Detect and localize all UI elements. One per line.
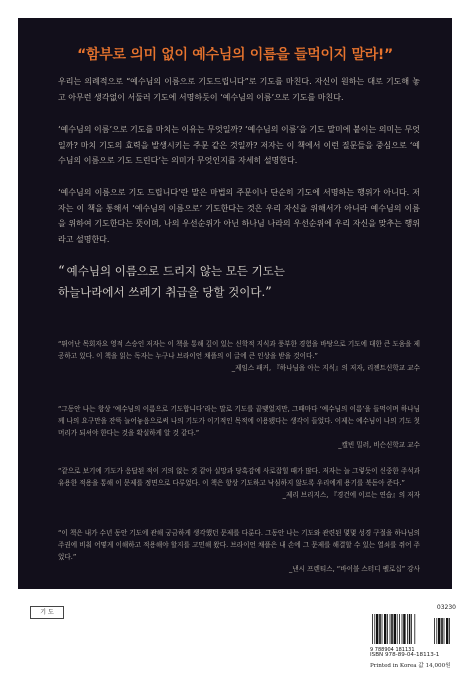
pull-quote-line-2 — [58, 282, 438, 303]
pull-quote-line-1 — [58, 261, 438, 282]
addon-bar — [446, 618, 448, 644]
intro-paragraph-2: ‘예수님의 이름’으로 기도를 마치는 이유는 무엇일까? ‘예수님의 이름’을 기도 말미에 붙이는 의미는 무엇일까? 마치 기도의 효력을 발생시키는 주문 같은 것일까? 저자는 이 책에서 이런 질문들을 중심으로 ‘예수님의 이름으로 기도 드린다’는 의미가 무엇인지를 자세히 설명한다. — [58, 125, 420, 165]
addon-bar — [434, 618, 435, 644]
dark-panel — [18, 18, 452, 589]
endorsement-source: _제리 브리지스, 『경건에 이르는 연습』의 저자 — [282, 491, 420, 499]
price: 값 14,000원 — [418, 663, 451, 669]
open-quote-mark: “ — [58, 264, 65, 279]
barcode-bar — [374, 614, 375, 644]
barcode-bar — [397, 614, 398, 644]
isbn-number: ISBN 978-89-04-18113-1 — [370, 652, 440, 658]
endorsement — [58, 465, 420, 501]
barcode-bar — [387, 614, 388, 644]
barcode-bar — [399, 614, 400, 644]
addon-bar — [449, 618, 450, 644]
barcode-icon — [370, 612, 456, 652]
barcode-bar — [376, 614, 378, 644]
headline: “함부로 의미 없이 예수님의 이름을 들먹이지 말라!” — [77, 47, 393, 63]
addon-bar — [436, 618, 437, 644]
endorsement — [58, 338, 420, 374]
printed-in: Printed in Korea — [370, 663, 417, 669]
barcode-bar — [391, 614, 393, 644]
isbn-block — [370, 604, 456, 674]
addon-bar — [441, 618, 443, 644]
pull-quote-text-1: 예수님의 이름으로 드리지 않는 모든 기도는 — [66, 264, 285, 278]
barcode-bar — [407, 614, 408, 644]
pull-quote — [58, 261, 438, 303]
barcode-bar — [414, 614, 415, 644]
close-quote-mark: ” — [265, 285, 272, 300]
addon-bar — [438, 618, 440, 644]
barcode-bar — [382, 614, 383, 644]
barcode-bar — [384, 614, 386, 644]
barcode-digits: 9 788904 181131 — [370, 647, 415, 652]
barcode-bar — [372, 614, 373, 644]
addon-bar — [444, 618, 445, 644]
price-line — [370, 661, 456, 669]
barcode-bar — [411, 614, 412, 644]
barcode-bar — [390, 614, 391, 644]
add-on-code: 03230 — [436, 604, 456, 611]
barcode-bar — [402, 614, 403, 644]
barcode-bar — [379, 614, 381, 644]
barcode-bar — [403, 614, 405, 644]
endorsement-source: _제임스 패커, 『하나님을 아는 지식』의 저자, 리젠트신학교 교수 — [231, 364, 420, 372]
intro-paragraph-3: ‘예수님의 이름으로 기도 드립니다’란 말은 마법의 주문이나 단순히 기도에 서명하는 행위가 아니다. 저자는 이 책을 통해서 ‘예수님의 이름으로’ 기도한다는 것은 우리 자신을 위해서가 아니라 예수님의 이름을 위하여 기도한다는 뜻이며, 나의 우선순위가 아닌 하나님 나라의 우선순위에 우리 자신을 맞추는 행위라고 설명한다. — [58, 188, 420, 244]
barcode-bar — [409, 614, 411, 644]
intro-paragraph-1: 우리는 의례적으로 “예수님의 이름으로 기도드립니다”로 기도를 마친다. 자신이 원하는 대로 기도해 놓고 아무런 생각없이 서둘러 기도에 서명하듯이 ‘예수님의 이름’으로 기도를 마친다. — [58, 77, 420, 102]
barcode-bar — [394, 614, 396, 644]
endorsement — [58, 527, 420, 575]
category-label: 기 도 — [30, 606, 64, 619]
endorsement-text: “같으로 보기에 기도가 응답된 적이 거의 없는 것 같아 실망과 당혹감에 사로잡힐 때가 많다. 저자는 늘 그렇듯이 신중한 주석과 유용한 적용을 통해 이 문제를 정면으로 다루었다. 이 책은 항상 기도하고 낙심하지 않도록 우리에게 용기를 북돋아 준다.” — [58, 467, 420, 487]
endorsement-text: “뛰어난 목회자요 영적 스승인 저자는 이 책을 통해 깊이 있는 신학적 지식과 풍부한 경험을 바탕으로 기도에 대한 큰 도움을 제공하고 있다. 이 책을 읽는 독자는 누구나 브라이언 채플의 이 글에 큰 인상을 받을 것이다.” — [58, 340, 420, 360]
endorsement — [58, 403, 420, 451]
endorsement-text: “이 책은 내가 수년 동안 기도에 관해 궁금하게 생각했던 문제를 다룬다. 그동안 나는 기도와 관련된 몇몇 성경 구절을 하나님의 주권에 비춰 어떻게 이해하고 적용해야 할지를 고민해 왔다. 브라이언 채플은 내 손에 그 문제를 해결할 수 있는 열쇠를 쥐어 주었다.” — [58, 529, 420, 561]
endorsement-text: “그동안 나는 항상 ‘예수님의 이름으로 기도합니다’라는 말로 기도를 끝맺었지만, 그때마다 ‘예수님의 이름’을 들먹이며 하나님께 나의 요구만을 잔뜩 늘어놓음으로써 나의 기도가 이기적인 목적에 이용됐다는 생각이 들었다. 이제는 예수님이 나의 기도 첫머리가 되셔야 한다는 것을 확실하게 알 것 같다.” — [58, 405, 420, 437]
endorsement-source: _낸시 프렌티스, “바이블 스터디 펠로십” 강사 — [289, 565, 420, 573]
pull-quote-text-2: 하늘나라에서 쓰레기 취급을 당할 것이다. — [58, 285, 266, 299]
endorsement-source: _캘빈 밀러, 비슨신학교 교수 — [338, 441, 420, 449]
